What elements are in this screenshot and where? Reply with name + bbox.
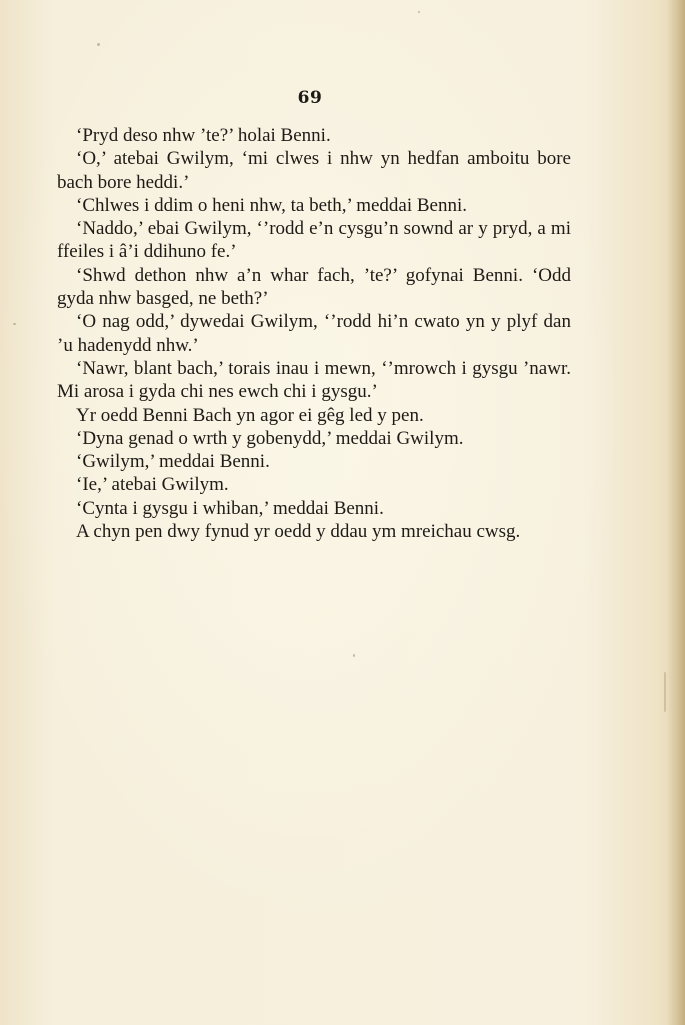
paragraph: ‘Nawr, blant bach,’ torais inau i mewn, ‘’mrowch i gysgu ’nawr. Mi arosa i gyda chi nes ewch chi i gysgu.’ bbox=[57, 357, 571, 403]
paper-speck bbox=[353, 654, 355, 657]
paragraph: ‘Gwilym,’ meddai Benni. bbox=[76, 451, 270, 473]
page-number: 69 bbox=[297, 88, 323, 108]
paper-speck bbox=[97, 43, 100, 46]
paper-speck bbox=[664, 672, 666, 712]
paragraph: ‘O nag odd,’ dywedai Gwilym, ‘’rodd hi’n cwato yn y plyf dan ’u hadenydd nhw.’ bbox=[57, 311, 571, 356]
paragraph: ‘Ie,’ atebai Gwilym. bbox=[76, 474, 229, 496]
paragraph: ‘Dyna genad o wrth y gobenydd,’ meddai Gwilym. bbox=[76, 427, 464, 449]
paragraph: ‘Cynta i gysgu i whiban,’ meddai Benni. bbox=[76, 497, 384, 519]
paper-speck bbox=[418, 11, 420, 13]
paragraph: ‘Pryd deso nhw ’te?’ holai Benni. bbox=[76, 125, 331, 146]
body-text bbox=[57, 124, 571, 543]
paragraph: Yr oedd Benni Bach yn agor ei gêg led y pen. bbox=[76, 404, 424, 426]
paragraph: ‘Naddo,’ ebai Gwilym, ‘’rodd e’n cysgu’n sownd ar y pryd, a mi ffeiles i â’i ddihuno fe.’ bbox=[57, 218, 571, 263]
paragraph: ‘Chlwes i ddim o heni nhw, ta beth,’ meddai Benni. bbox=[76, 194, 468, 216]
paper-speck bbox=[13, 323, 16, 325]
paragraph: ‘O,’ atebai Gwilym, ‘mi clwes i nhw yn hedfan amboitu bore bach bore heddi.’ bbox=[57, 148, 571, 193]
paragraph: A chyn pen dwy fynud yr oedd y ddau ym mreichau cwsg. bbox=[76, 521, 521, 543]
page-edge-shadow bbox=[667, 0, 685, 1025]
paragraph: ‘Shwd dethon nhw a’n whar fach, ’te?’ gofynai Benni. ‘Odd gyda nhw basged, ne beth?’ bbox=[57, 264, 571, 310]
